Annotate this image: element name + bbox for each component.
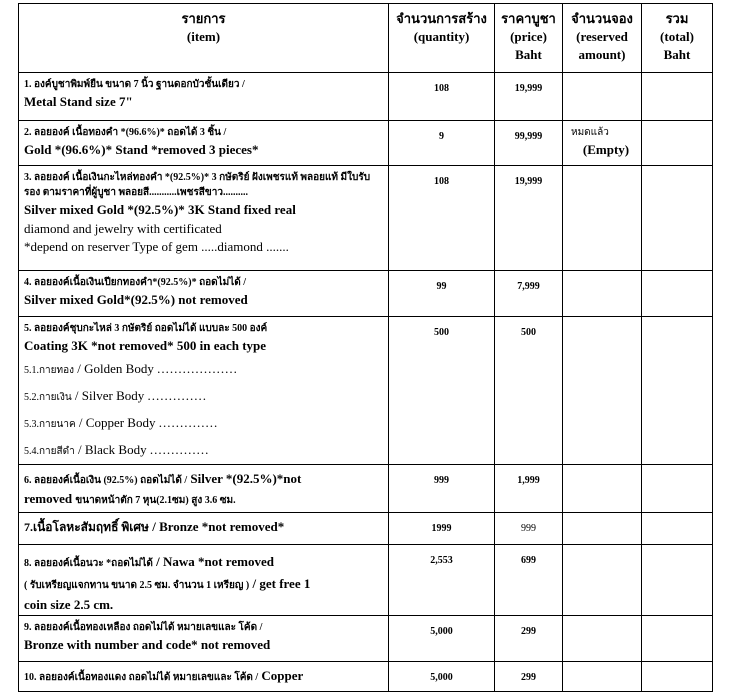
item-cell bbox=[19, 73, 389, 121]
total-cell bbox=[642, 271, 713, 317]
item-thai-text: 9. ลอยองค์เนื้อทองเหลือง ถอดไม่ได้ หมายเลขและ โค้ด / bbox=[24, 622, 263, 633]
sub-item-copper: 5.3.กายนาค / Copper Body .............. bbox=[24, 415, 219, 430]
empty-label: (Empty) bbox=[582, 142, 630, 157]
table-row bbox=[19, 616, 713, 662]
sub-item-black: 5.4.กายสีดำ / Black Body .............. bbox=[24, 442, 210, 457]
header-total-en: (total) bbox=[660, 29, 694, 44]
table-row bbox=[19, 465, 713, 513]
quantity-cell: 5,000 bbox=[389, 616, 495, 662]
item-thai-text: 2. ลอยองค์ เนื้อทองคำ *(96.6%)* ถอดได้ 3 ชิ้น / bbox=[24, 127, 227, 138]
item-english-text: Coating 3K *not removed* 500 in each type bbox=[24, 338, 267, 353]
price-cell: 19,999 bbox=[495, 73, 563, 121]
item-line-1: 6. ลอยองค์เนื้อเงิน (92.5%) ถอดไม่ได้ / Silver *(92.5%)*not bbox=[24, 471, 302, 486]
header-quantity-en: (quantity) bbox=[413, 29, 470, 44]
quantity-cell: 2,553 bbox=[389, 545, 495, 616]
item-thai-text: 1. องค์บูชาพิมพ์ยืน ขนาด 7 นิ้ว ฐานดอกบัวชั้นเดียว / bbox=[24, 79, 245, 90]
item-line-1: 8. ลอยองค์เนื้อนวะ *ถอดไม่ได้ / Nawa *not removed bbox=[24, 554, 274, 569]
item-cell bbox=[19, 121, 389, 166]
total-cell bbox=[642, 662, 713, 692]
header-price-unit: Baht bbox=[515, 47, 542, 62]
price-cell: 1,999 bbox=[495, 465, 563, 513]
price-cell: 299 bbox=[495, 662, 563, 692]
table-row bbox=[19, 513, 713, 545]
reserved-cell bbox=[563, 616, 642, 662]
table-row bbox=[19, 271, 713, 317]
item-thai-text: 5. ลอยองค์ชุบกะไหล่ 3 กษัตริย์ ถอดไม่ได้ แบบละ 500 องค์ bbox=[24, 323, 268, 334]
item-cell bbox=[19, 317, 389, 465]
item-english-text: Metal Stand size 7" bbox=[24, 94, 133, 109]
header-quantity-th: จำนวนการสร้าง bbox=[396, 11, 487, 26]
total-cell bbox=[642, 616, 713, 662]
price-table bbox=[18, 3, 713, 692]
total-cell bbox=[642, 166, 713, 271]
header-price bbox=[495, 4, 563, 73]
quantity-cell: 5,000 bbox=[389, 662, 495, 692]
reserved-cell bbox=[563, 465, 642, 513]
item-cell bbox=[19, 465, 389, 513]
price-cell: 500 bbox=[495, 317, 563, 465]
quantity-cell: 108 bbox=[389, 166, 495, 271]
price-cell: 999 bbox=[495, 513, 563, 545]
header-reserved-en2: amount) bbox=[578, 47, 626, 62]
header-total bbox=[642, 4, 713, 73]
header-price-en: (price) bbox=[510, 29, 547, 44]
table-row bbox=[19, 545, 713, 616]
reserved-cell bbox=[563, 166, 642, 271]
quantity-cell: 108 bbox=[389, 73, 495, 121]
total-cell bbox=[642, 121, 713, 166]
item-english-text: Bronze with number and code* not removed bbox=[24, 637, 271, 652]
item-english-text-3: *depend on reserver Type of gem .....diamond ....... bbox=[24, 239, 289, 254]
item-cell bbox=[19, 545, 389, 616]
reserved-cell bbox=[563, 662, 642, 692]
header-item bbox=[19, 4, 389, 73]
reserved-cell bbox=[563, 513, 642, 545]
total-cell bbox=[642, 317, 713, 465]
total-cell bbox=[642, 73, 713, 121]
reserved-cell bbox=[563, 317, 642, 465]
item-line-1: 10. ลอยองค์เนื้อทองแดง ถอดไม่ได้ หมายเลขและ โค้ด / Copper bbox=[24, 668, 304, 683]
reserved-cell bbox=[563, 271, 642, 317]
item-cell bbox=[19, 616, 389, 662]
price-cell: 699 bbox=[495, 545, 563, 616]
header-quantity bbox=[389, 4, 495, 73]
reserved-cell bbox=[563, 545, 642, 616]
reserved-cell bbox=[563, 73, 642, 121]
sold-out-label: หมดแล้ว bbox=[571, 127, 609, 138]
quantity-cell: 9 bbox=[389, 121, 495, 166]
table-row bbox=[19, 662, 713, 692]
item-english-text: coin size 2.5 cm. bbox=[24, 597, 114, 612]
quantity-cell: 1999 bbox=[389, 513, 495, 545]
price-cell: 19,999 bbox=[495, 166, 563, 271]
table-row bbox=[19, 166, 713, 271]
price-cell: 299 bbox=[495, 616, 563, 662]
table-row bbox=[19, 73, 713, 121]
header-reserved-en: (reserved bbox=[576, 29, 628, 44]
quantity-cell: 99 bbox=[389, 271, 495, 317]
item-english-text-2: diamond and jewelry with certificated bbox=[24, 221, 222, 236]
item-cell bbox=[19, 513, 389, 545]
item-cell bbox=[19, 271, 389, 317]
price-cell: 7,999 bbox=[495, 271, 563, 317]
item-english-text: Silver mixed Gold *(92.5%)* 3K Stand fixed real bbox=[24, 202, 296, 217]
quantity-cell: 999 bbox=[389, 465, 495, 513]
item-thai-text: 4. ลอยองค์เนื้อเงินเปียกทองคำ*(92.5%)* ถอดไม่ได้ / bbox=[24, 277, 247, 288]
price-cell: 99,999 bbox=[495, 121, 563, 166]
table-row bbox=[19, 317, 713, 465]
header-reserved-th: จำนวนจอง bbox=[571, 11, 633, 26]
header-total-unit: Baht bbox=[663, 47, 691, 62]
item-english-text: Silver mixed Gold*(92.5%) not removed bbox=[24, 292, 248, 307]
quantity-cell: 500 bbox=[389, 317, 495, 465]
total-cell bbox=[642, 513, 713, 545]
sub-item-silver: 5.2.กายเงิน / Silver Body .............. bbox=[24, 388, 208, 403]
header-price-th: ราคาบูชา bbox=[501, 11, 556, 26]
header-total-th: รวม bbox=[665, 11, 689, 26]
item-line-2: removed ขนาดหน้าตัก 7 หุน(2.1ซม) สูง 3.6 ซม. bbox=[24, 491, 236, 506]
sub-item-golden: 5.1.กายทอง / Golden Body ................... bbox=[24, 361, 238, 376]
total-cell bbox=[642, 545, 713, 616]
item-line-2: ( รับเหรียญแจกทาน ขนาด 2.5 ซม. จำนวน 1 เหรียญ ) / get free 1 bbox=[24, 576, 311, 591]
total-cell bbox=[642, 465, 713, 513]
item-thai-text: 3. ลอยองค์ เนื้อเงินกะไหล่ทองคำ *(92.5%)* 3 กษัตริย์ ฝังเพชรแท้ พลอยแท้ มีใบรับรอง ตามราคาที่ผู้บูชา พลอยสี...........เพชรสีขาว.......... bbox=[24, 172, 371, 198]
table-row bbox=[19, 121, 713, 166]
item-cell bbox=[19, 166, 389, 271]
header-item-en: (item) bbox=[186, 29, 221, 44]
header-reserved bbox=[563, 4, 642, 73]
header-item-th: รายการ bbox=[181, 11, 226, 26]
table-header-row bbox=[19, 4, 713, 73]
item-cell bbox=[19, 662, 389, 692]
item-english-text: Gold *(96.6%)* Stand *removed 3 pieces* bbox=[24, 142, 259, 157]
reserved-cell bbox=[563, 121, 642, 166]
item-line-1: 7.เนื้อโลหะสัมฤทธิ์ พิเศษ / Bronze *not removed* bbox=[24, 519, 285, 534]
